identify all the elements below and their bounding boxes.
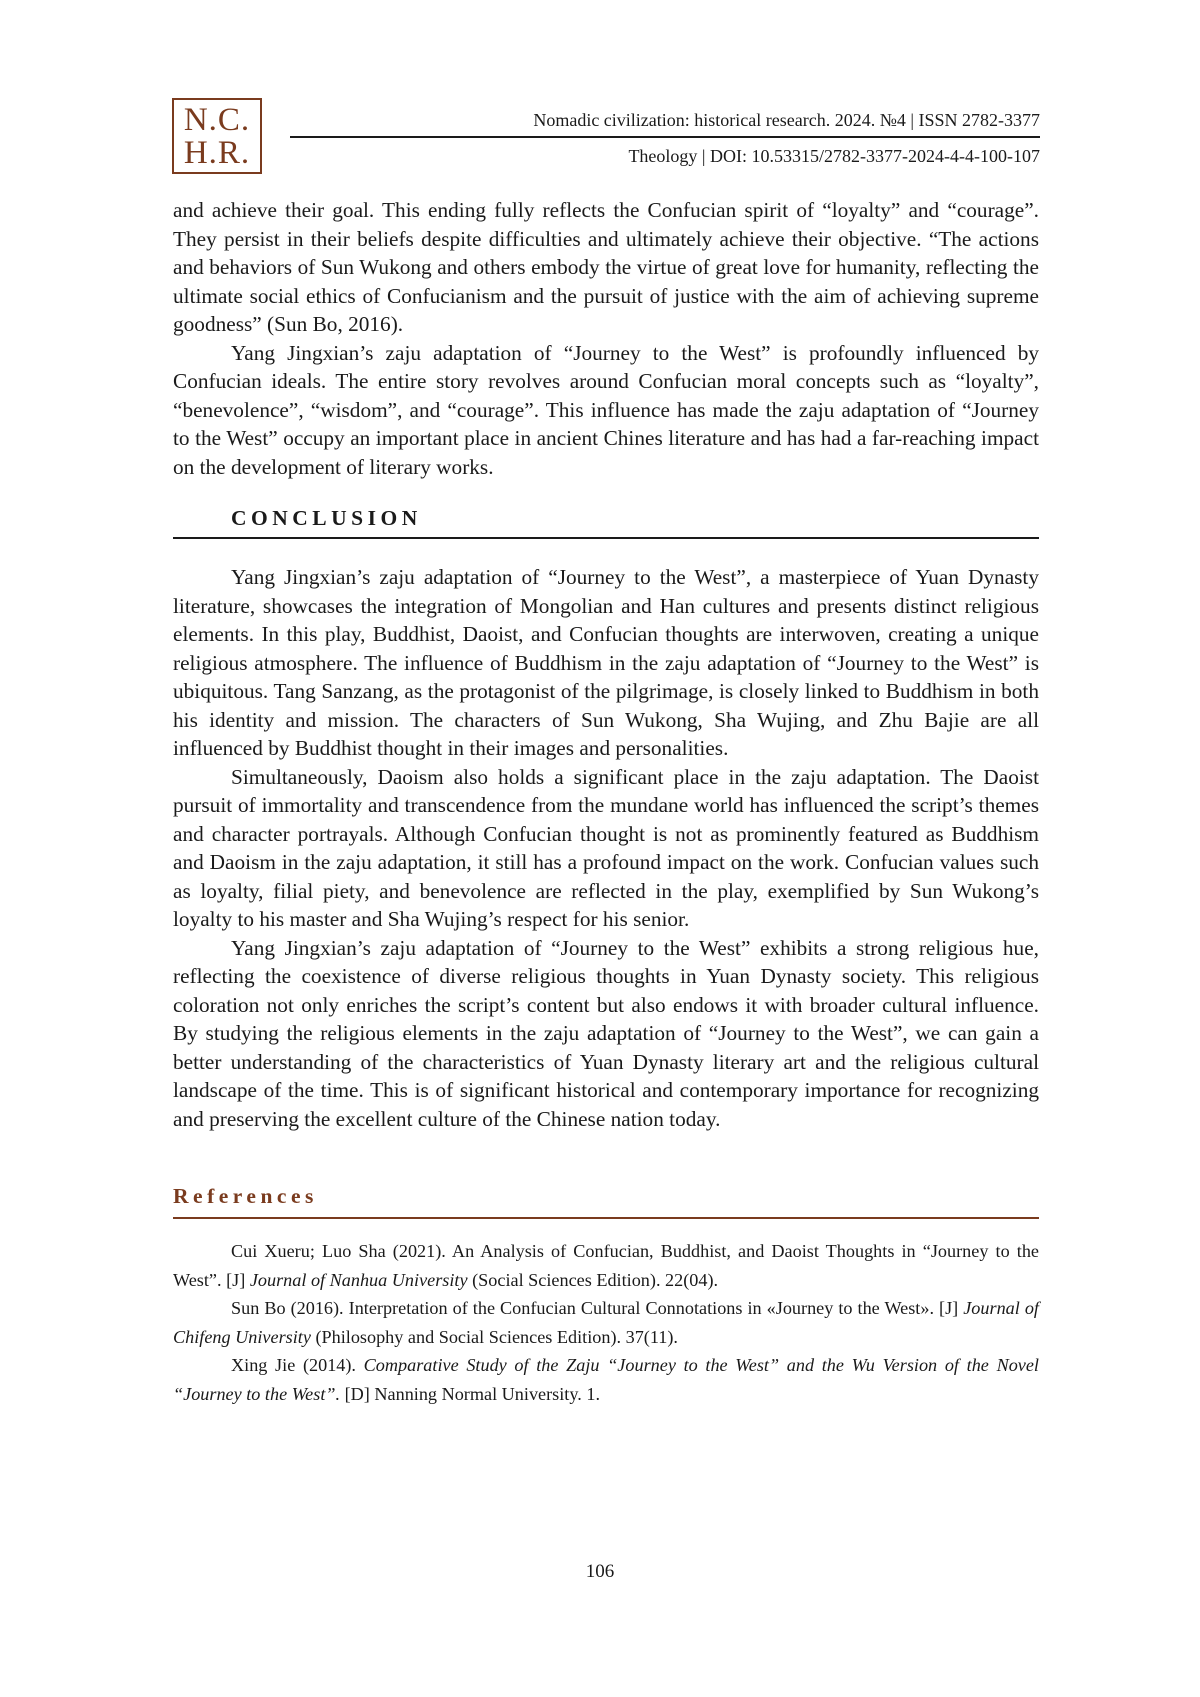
body-paragraph-1: and achieve their goal. This ending fully reflects the Confucian spirit of “loyalty” and “courage”. They persist in their beliefs despite difficulties and ultimately achieve their objective. “The actions and behaviors of Sun Wukong and others embody the virtue of great love for humanity, reflecting the ultimate social ethics of Confucianism and the pursuit of justice with the aim of achieving supreme goodness” (Sun Bo, 2016). xyxy=(173,198,1039,336)
reference-journal: Journal of Chifeng University xyxy=(173,1298,1039,1347)
reference-text: Sun Bo (2016). Interpretation of the Confucian Cultural Connotations in «Journey to the West». [J] xyxy=(231,1298,964,1318)
reference-title: Comparative Study of the Zaju “Journey to the West” and the Wu Version of the Novel “Journey to the West”. xyxy=(173,1355,1039,1404)
logo-line-2: H.R. xyxy=(183,135,251,171)
conclusion-paragraph-2: Simultaneously, Daoism also holds a significant place in the zaju adaptation. The Daoist pursuit of immortality and transcendence from the mundane world has influenced the script’s themes and character portrayals. Although Confucian thought is not as prominently featured as Buddhism and Daoism in the zaju adaptation, it still has a profound impact on the work. Confucian values such as loyalty, filial piety, and benevolence are reflected in the play, exemplified by Sun Wukong’s loyalty to his master and Sha Wujing’s respect for his senior. xyxy=(173,764,1039,931)
page-content xyxy=(173,196,1039,1408)
journal-logo xyxy=(172,98,262,174)
reference-details: (Philosophy and Social Sciences Edition). 37(11). xyxy=(310,1326,678,1347)
reference-item xyxy=(173,1351,1039,1408)
journal-citation: Nomadic civilization: historical research. 2024. №4 | ISSN 2782-3377 xyxy=(533,110,1040,130)
reference-journal: Journal of Nanhua University xyxy=(249,1269,468,1290)
reference-details: [D] Nanning Normal University. 1. xyxy=(340,1383,601,1404)
section-doi: Theology | DOI: 10.53315/2782-3377-2024-4-4-100-107 xyxy=(628,146,1040,166)
body-paragraph-2: Yang Jingxian’s zaju adaptation of “Journey to the West” is profoundly influenced by Confucian ideals. The entire story revolves around Confucian moral concepts such as “loyalty”, “benevolence”, “wisdom”, and “courage”. This influence has made the zaju adaptation of “Journey to the West” occupy an important place in ancient Chines literature and has had a far-reaching impact on the development of literary works. xyxy=(173,340,1039,479)
logo-line-1: N.C. xyxy=(183,102,251,138)
reference-item xyxy=(173,1237,1039,1294)
reference-text: Xing Jie (2014). xyxy=(231,1355,364,1375)
running-header xyxy=(290,108,1040,168)
reference-details: (Social Sciences Edition). 22(04). xyxy=(467,1269,719,1290)
page-number: 106 xyxy=(585,1561,615,1582)
conclusion-heading: CONCLUSION xyxy=(173,505,1039,539)
reference-item xyxy=(173,1294,1039,1351)
references-list xyxy=(173,1237,1039,1408)
reference-text: Cui Xueru; Luo Sha (2021). An Analysis of Confucian, Buddhist, and Daoist Thoughts in “Journey to the West”. [J] xyxy=(173,1241,1039,1290)
conclusion-paragraph-3: Yang Jingxian’s zaju adaptation of “Journey to the West” exhibits a strong religious hue, reflecting the coexistence of diverse religious thoughts in Yuan Dynasty society. This religious coloration not only enriches the script’s content but also endows it with broader cultural influence. By studying the religious elements in the zaju adaptation of “Journey to the West”, we can gain a better understanding of the characteristics of Yuan Dynasty literary art and the religious cultural landscape of the time. This is of significant historical and contemporary importance for recognizing and preserving the excellent culture of the Chinese nation today. xyxy=(173,935,1039,1131)
references-heading: References xyxy=(173,1183,1039,1219)
conclusion-paragraph-1: Yang Jingxian’s zaju adaptation of “Journey to the West”, a masterpiece of Yuan Dynasty literature, showcases the integration of Mongolian and Han cultures and presents distinct religious elements. In this play, Buddhist, Daoist, and Confucian thoughts are interwoven, creating a unique religious atmosphere. The influence of Buddhism in the zaju adaptation of “Journey to the West” is ubiquitous. Tang Sanzang, as the protagonist of the pilgrimage, is closely linked to Buddhism in both his identity and mission. The characters of Sun Wukong, Sha Wujing, and Zhu Bajie are all influenced by Buddhist thought in their images and personalities. xyxy=(173,565,1039,760)
header-rule xyxy=(290,136,1040,138)
